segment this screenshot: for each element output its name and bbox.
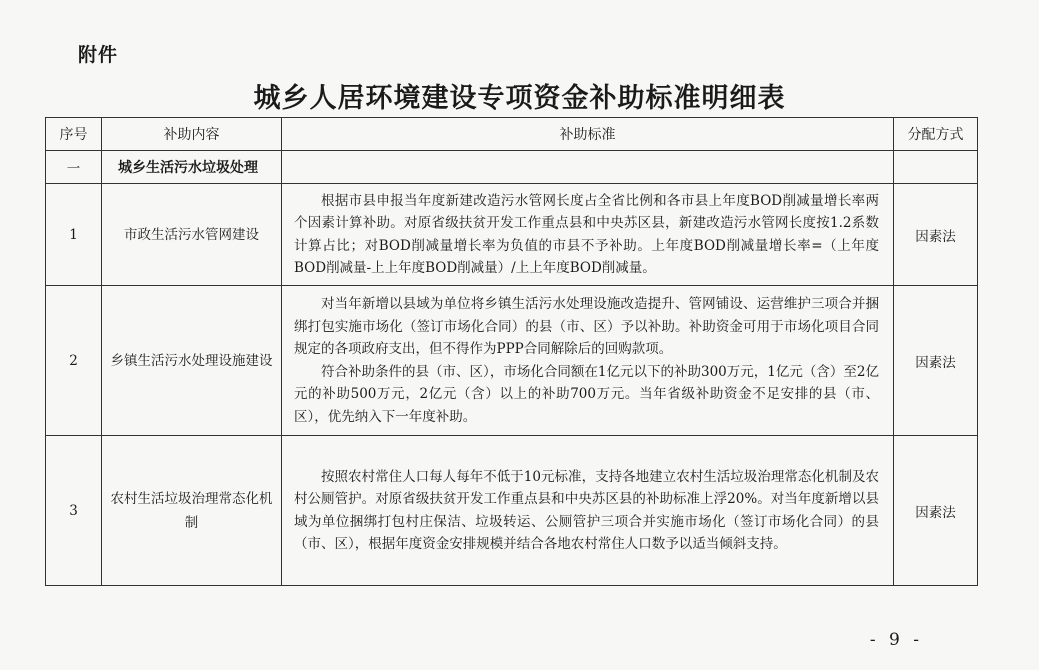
section-name: 城乡生活污水垃圾处理	[102, 151, 282, 184]
row-standard	[282, 286, 894, 436]
table-row	[46, 184, 978, 286]
row-content: 市政生活污水管网建设	[102, 184, 282, 286]
header-index: 序号	[46, 118, 102, 151]
table-header-row	[46, 118, 978, 151]
section-row	[46, 151, 978, 184]
header-method: 分配方式	[894, 118, 978, 151]
section-standard-empty	[282, 151, 894, 184]
row-index: 2	[46, 286, 102, 436]
header-content: 补助内容	[102, 118, 282, 151]
row-standard	[282, 184, 894, 286]
standard-paragraph: 对当年新增以县域为单位将乡镇生活污水处理设施改造提升、管网铺设、运营维护三项合并捆绑打包实施市场化（签订市场化合同）的县（市、区）予以补助。补助资金可用于市场化项目合同规定的各项政府支出，但不得作为PPP合同解除后的回购款项。	[294, 296, 879, 357]
standard-paragraph: 按照农村常住人口每人每年不低于10元标准，支持各地建立农村生活垃圾治理常态化机制及农村公厕管护。对原省级扶贫开发工作重点县和中央苏区县的补助标准上浮20%。对当年度新增以县域为单位捆绑打包村庄保洁、垃圾转运、公厕管护三项合并实施市场化（签订市场化合同）的县（市、区），根据年度资金安排规模并结合各地农村常住人口数予以适当倾斜支持。	[294, 468, 879, 552]
row-method: 因素法	[894, 286, 978, 436]
table-row	[46, 436, 978, 586]
page-number: - 9 -	[869, 630, 923, 650]
table-row	[46, 286, 978, 436]
section-method-empty	[894, 151, 978, 184]
row-content: 乡镇生活污水处理设施建设	[102, 286, 282, 436]
row-method: 因素法	[894, 436, 978, 586]
row-index: 1	[46, 184, 102, 286]
section-index: 一	[46, 151, 102, 184]
row-method: 因素法	[894, 184, 978, 286]
subsidy-standard-table	[45, 117, 978, 586]
row-content: 农村生活垃圾治理常态化机制	[102, 436, 282, 586]
row-index: 3	[46, 436, 102, 586]
standard-paragraph: 根据市县申报当年度新建改造污水管网长度占全省比例和各市县上年度BOD削减量增长率两个因素计算补助。对原省级扶贫开发工作重点县和中央苏区县，新建改造污水管网长度按1.2系数计算占比；对BOD削减量增长率为负值的市县不予补助。上年度BOD削减量增长率=（上年度BOD削减量-上上年度BOD削减量）/上上年度BOD削减量。	[294, 192, 879, 276]
page-title: 城乡人居环境建设专项资金补助标准明细表	[253, 83, 786, 114]
attachment-label: 附件	[78, 44, 119, 66]
standard-paragraph: 符合补助条件的县（市、区），市场化合同额在1亿元以下的补助300万元，1亿元（含）至2亿元的补助500万元，2亿元（含）以上的补助700万元。当年省级补助资金不足安排的县（市、区），优先纳入下一年度补助。	[294, 363, 879, 425]
row-standard	[282, 436, 894, 586]
header-standard: 补助标准	[282, 118, 894, 151]
